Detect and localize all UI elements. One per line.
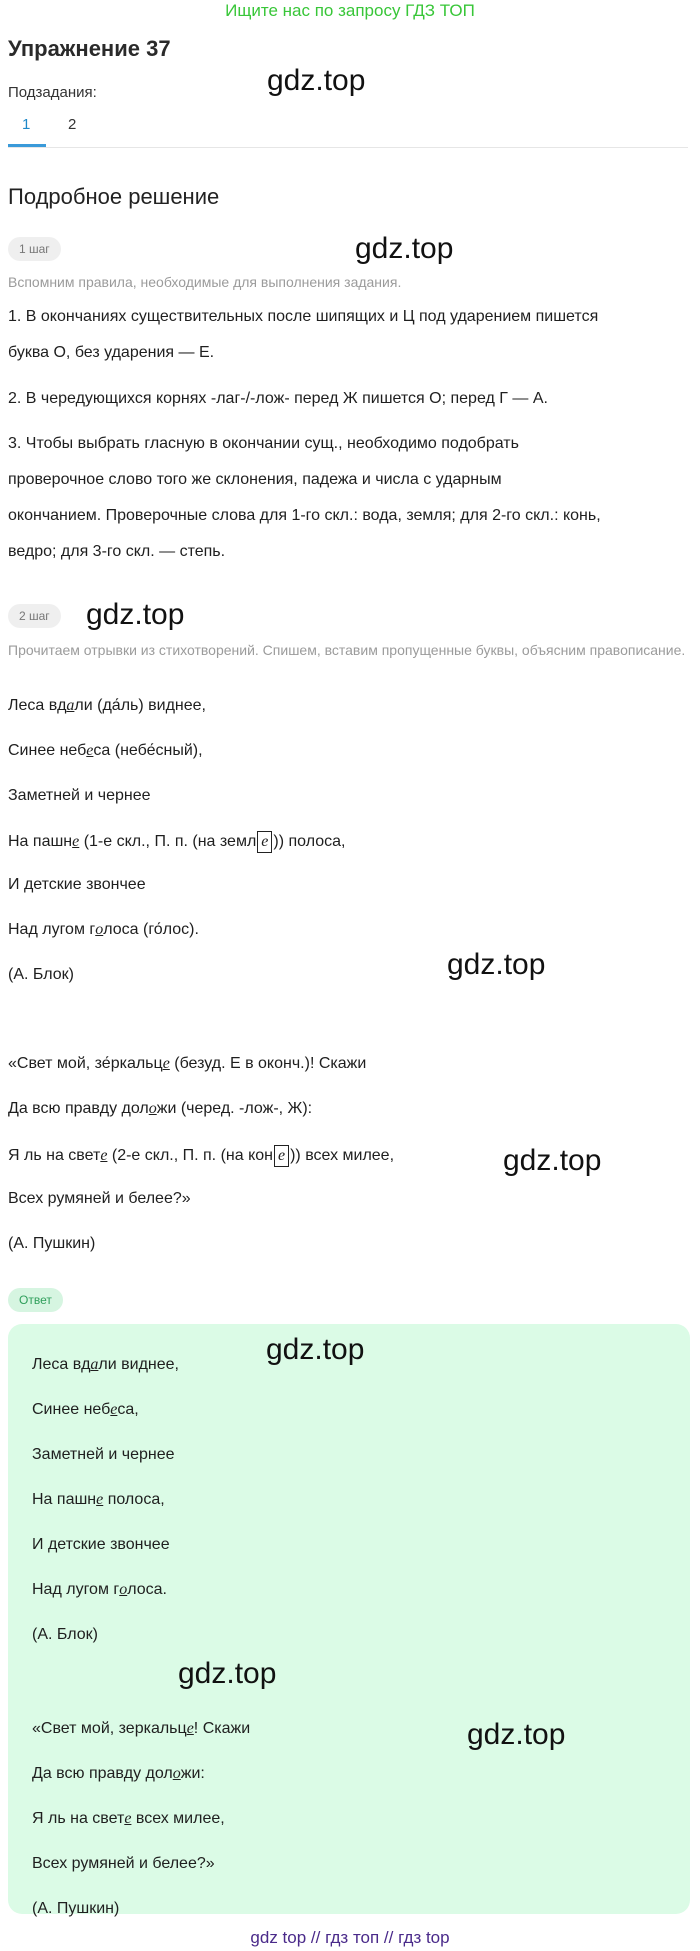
- inserted-letter: а: [66, 697, 75, 714]
- poem-line: [8, 921, 199, 939]
- text: На пашн: [8, 833, 73, 850]
- text: «Свет мой, зе́ркальц: [8, 1055, 163, 1072]
- watermark: gdz.top: [355, 232, 454, 265]
- text: Над лугом г: [8, 921, 96, 938]
- text: жи:: [180, 1765, 205, 1782]
- exercise-title: Упражнение 37: [8, 36, 171, 61]
- text: (2-е скл., П. п. (на кон: [107, 1147, 273, 1164]
- section-title: Подробное решение: [8, 184, 220, 209]
- text: На пашн: [32, 1491, 97, 1508]
- inserted-letter: е: [72, 833, 80, 850]
- text: Леса вд: [32, 1356, 91, 1373]
- answer-line: Заметней и чернее: [32, 1446, 175, 1463]
- text: Над лугом г: [32, 1581, 120, 1598]
- text: ли (да́ль) виднее,: [74, 697, 206, 714]
- poem-author: (А. Пушкин): [8, 1235, 96, 1252]
- inserted-letter: о: [95, 921, 104, 938]
- rule-3-line-4: ведро; для 3-го скл. — степь.: [8, 543, 226, 560]
- rule-1-line-1: 1. В окончаниях существительных после шипящих и Ц под ударением пишется: [8, 308, 599, 325]
- inserted-letter: е: [96, 1491, 104, 1508]
- text: лоса.: [127, 1581, 167, 1598]
- ending-box: е: [257, 831, 272, 853]
- poem-line: [8, 831, 345, 853]
- answer-line: [32, 1720, 250, 1738]
- rule-3-line-3: окончанием. Проверочные слова для 1-го скл.: вода, земля; для 2-го скл.: конь,: [8, 507, 601, 524]
- watermark: gdz.top: [467, 1718, 566, 1751]
- watermark: gdz.top: [447, 948, 546, 981]
- step-2-intro: Прочитаем отрывки из стихотворений. Спишем, вставим пропущенные буквы, объясним правописание.: [8, 642, 686, 658]
- text: Да всю правду дол: [8, 1100, 149, 1117]
- answer-line: [32, 1810, 225, 1828]
- rule-3-line-2: проверочное слово того же склонения, падежа и числа с ударным: [8, 471, 502, 488]
- poem-line: Заметней и чернее: [8, 787, 151, 804]
- text: са (небе́сный),: [93, 742, 203, 759]
- inserted-letter: е: [124, 1810, 132, 1827]
- text: всех милее,: [131, 1810, 225, 1827]
- answer-line: [32, 1356, 179, 1374]
- poem-line: И детские звончее: [8, 876, 146, 893]
- inserted-letter: е: [100, 1147, 108, 1164]
- watermark: gdz.top: [178, 1657, 277, 1690]
- rule-1-line-2: буква О, без ударения — Е.: [8, 344, 215, 361]
- rule-2: 2. В чередующихся корнях -лаг-/-лож- перед Ж пишется О; перед Г — А.: [8, 390, 548, 407]
- rule-3-line-1: 3. Чтобы выбрать гласную в окончании сущ., необходимо подобрать: [8, 435, 519, 452]
- inserted-letter: а: [90, 1356, 99, 1373]
- ending-box: е: [274, 1145, 289, 1167]
- inserted-letter: е: [186, 1720, 194, 1737]
- step-1-intro: Вспомним правила, необходимые для выполнения задания.: [8, 274, 402, 290]
- answer-author: (А. Пушкин): [32, 1900, 120, 1917]
- poem-line: Всех румяней и белее?»: [8, 1190, 191, 1207]
- text: ли виднее,: [98, 1356, 179, 1373]
- step-2-badge: 2 шаг: [8, 604, 61, 628]
- tab-subtask-2[interactable]: 2: [68, 116, 77, 133]
- text: ! Скажи: [193, 1720, 251, 1737]
- inserted-letter: е: [162, 1055, 170, 1072]
- tabs-divider: [8, 147, 688, 148]
- watermark: gdz.top: [86, 598, 185, 631]
- inserted-letter: е: [110, 1401, 118, 1418]
- text: полоса,: [103, 1491, 165, 1508]
- inserted-letter: о: [172, 1765, 181, 1782]
- answer-line: [32, 1401, 139, 1419]
- text: Леса вд: [8, 697, 67, 714]
- text: (1-е скл., П. п. (на земл: [79, 833, 257, 850]
- inserted-letter: о: [119, 1581, 128, 1598]
- inserted-letter: о: [148, 1100, 157, 1117]
- answer-line: [32, 1765, 205, 1783]
- text: Синее неб: [8, 742, 87, 759]
- text: «Свет мой, зеркальц: [32, 1720, 187, 1737]
- footer-links[interactable]: gdz top // гдз топ // гдз top: [250, 1928, 450, 1947]
- poem-author: (А. Блок): [8, 966, 74, 983]
- text: Я ль на свет: [32, 1810, 125, 1827]
- poem-line: [8, 742, 203, 760]
- answer-line: [32, 1581, 167, 1599]
- watermark: gdz.top: [266, 1333, 365, 1366]
- answer-badge: Ответ: [8, 1288, 63, 1312]
- text: )) всех милее,: [290, 1147, 395, 1164]
- inserted-letter: е: [86, 742, 94, 759]
- answer-line: [32, 1491, 165, 1509]
- tab-subtask-1[interactable]: 1: [22, 116, 31, 133]
- text: са,: [117, 1401, 139, 1418]
- watermark: gdz.top: [503, 1144, 602, 1177]
- text: Я ль на свет: [8, 1147, 101, 1164]
- poem-line: [8, 1100, 312, 1118]
- text: лоса (го́лос).: [103, 921, 199, 938]
- text: Да всю правду дол: [32, 1765, 173, 1782]
- text: (безуд. Е в оконч.)! Скажи: [169, 1055, 367, 1072]
- text: )) полоса,: [273, 833, 346, 850]
- text: жи (черед. -лож-, Ж):: [156, 1100, 313, 1117]
- answer-line: И детские звончее: [32, 1536, 170, 1553]
- subtasks-label: Подзадания:: [8, 84, 97, 101]
- poem-line: [8, 697, 206, 715]
- poem-line: [8, 1055, 366, 1073]
- answer-line: Всех румяней и белее?»: [32, 1855, 215, 1872]
- step-1-badge: 1 шаг: [8, 237, 61, 261]
- search-banner[interactable]: Ищите нас по запросу ГДЗ ТОП: [225, 1, 475, 20]
- text: Синее неб: [32, 1401, 111, 1418]
- answer-author: (А. Блок): [32, 1626, 98, 1643]
- poem-line: [8, 1145, 394, 1167]
- watermark: gdz.top: [267, 64, 366, 97]
